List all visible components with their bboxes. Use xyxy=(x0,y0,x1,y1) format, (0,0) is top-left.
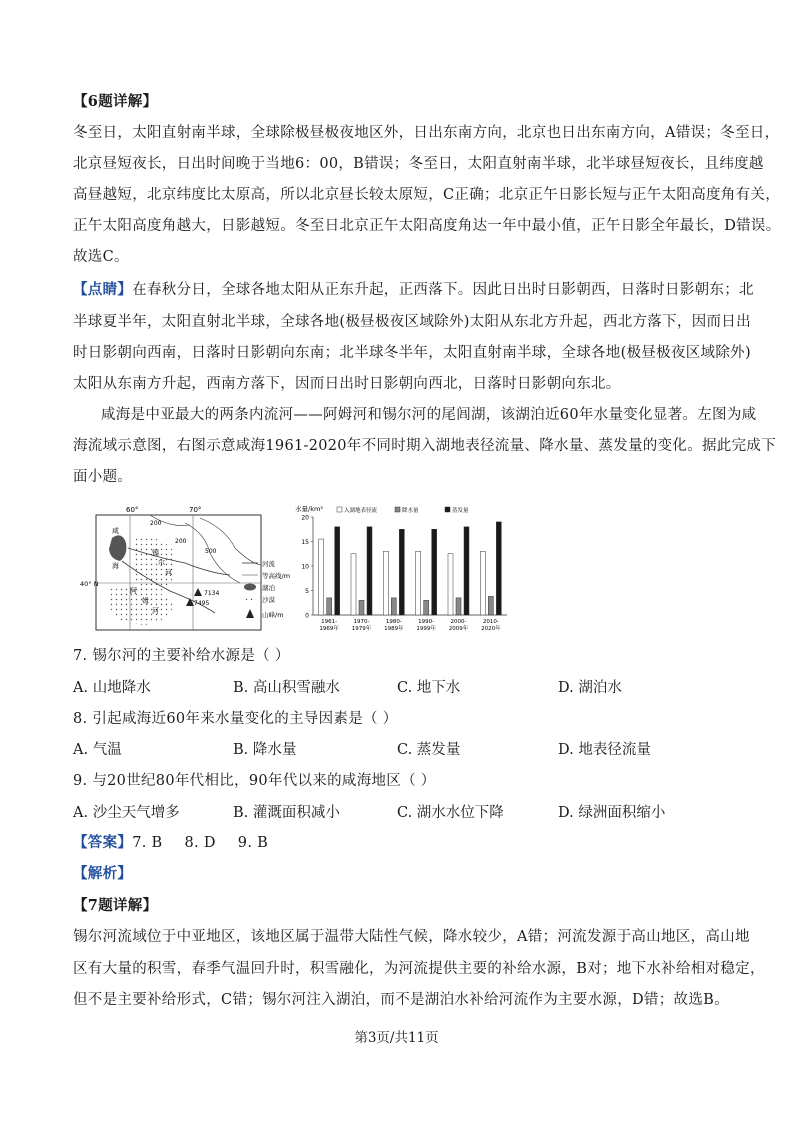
desert-area xyxy=(108,587,172,625)
peak-icon xyxy=(194,588,202,596)
question-9-option-a[interactable]: A. 沙尘天气增多 xyxy=(73,805,180,821)
bar xyxy=(359,600,364,615)
contour-line xyxy=(200,518,261,565)
lon-label: 60° xyxy=(126,506,139,514)
chart-legend xyxy=(337,506,469,514)
legend-label: 入湖地表径流 xyxy=(344,508,378,514)
lon-label: 70° xyxy=(189,506,202,514)
map-region-text: 尔 xyxy=(158,559,165,567)
bar xyxy=(335,527,340,615)
question-9-option-d[interactable]: D. 绿洲面积缩小 xyxy=(558,805,666,821)
q6-line-1: 冬至日，太阳直射南半球，全球除极昼极夜地区外，日出东南方向，北京也日出东南方向，A错误；冬至日， xyxy=(73,125,780,141)
y-tick-label: 0 xyxy=(305,612,309,620)
legend-swatch xyxy=(337,507,342,512)
lake-shape xyxy=(109,535,126,561)
bar xyxy=(391,598,396,615)
peak-label: 7495 xyxy=(194,600,210,607)
x-tick-label: 2020年 xyxy=(481,626,501,632)
question-7-option-c[interactable]: C. 地下水 xyxy=(397,680,461,696)
answer-item: 9. B xyxy=(237,835,269,851)
bar xyxy=(327,598,332,615)
question-9-option-c[interactable]: C. 湖水水位下降 xyxy=(397,805,504,821)
question-9-option-b[interactable]: B. 灌溉面积减小 xyxy=(233,805,340,821)
question-8-stem: 8. 引起咸海近60年来水量变化的主导因素是（ ） xyxy=(73,711,398,727)
point-paragraph-first xyxy=(73,281,754,299)
q7-line-3: 但不是主要补给形式，C错；锡尔河注入湖泊，而不是湖泊水补给河流作为主要水源，D错；故选B。 xyxy=(73,992,729,1008)
q7-line-2: 区有大量的积雪，春季气温回升时，积雪融化，为河流提供主要的补给水源，B对；地下水补给相对稳定， xyxy=(73,961,765,977)
bar xyxy=(399,529,404,615)
legend-label: 降水量 xyxy=(402,508,419,514)
bar xyxy=(456,598,461,615)
legend-lake-symbol xyxy=(244,584,256,591)
map-region-text: 锡 xyxy=(152,549,159,557)
contour-label: 200 xyxy=(150,520,162,527)
legend-swatch xyxy=(445,507,450,512)
map-region-text: 河 xyxy=(165,569,172,577)
bar xyxy=(448,554,453,615)
bar xyxy=(464,527,469,615)
contour-label: 500 xyxy=(205,548,217,555)
chart-x-labels xyxy=(319,619,501,632)
x-tick-label: 1989年 xyxy=(384,626,404,632)
water-volume-bar-chart xyxy=(295,503,515,637)
legend-contour-label: 等高线/m xyxy=(262,572,291,580)
y-tick-label: 15 xyxy=(301,539,309,546)
question-8-option-c[interactable]: C. 蒸发量 xyxy=(397,742,461,758)
bar xyxy=(367,527,372,615)
map-region-text: 阿 xyxy=(130,587,137,595)
map-region-text: 咸 xyxy=(112,527,119,535)
chart-bars xyxy=(319,522,502,615)
desert-area xyxy=(132,537,176,594)
x-tick-label: 1999年 xyxy=(416,626,436,632)
bar xyxy=(416,551,421,615)
bar xyxy=(488,596,493,615)
answer-item: 7. B xyxy=(132,835,163,851)
q7-header: 【7题详解】 xyxy=(73,897,158,914)
question-8-option-d[interactable]: D. 地表径流量 xyxy=(558,742,651,758)
y-tick-label: 20 xyxy=(301,514,309,522)
peak-label: 7134 xyxy=(204,590,220,597)
bar xyxy=(424,600,429,615)
x-tick-label: 1990- xyxy=(418,619,435,625)
bar xyxy=(432,529,437,615)
legend-desert-symbol xyxy=(244,596,256,603)
x-tick-label: 2009年 xyxy=(448,626,469,632)
map-region-text: 河 xyxy=(152,607,159,615)
chart-ylabel: 水量/km³ xyxy=(295,505,323,513)
page-footer: 第3页/共11页 xyxy=(354,1030,439,1046)
bar xyxy=(496,522,501,615)
answer-item: 8. D xyxy=(184,835,216,851)
question-9-stem: 9. 与20世纪80年代相比，90年代以来的咸海地区（ ） xyxy=(73,773,436,789)
point-line-1: 在春秋分日，全球各地太阳从正东升起，正西落下。因此日出时日影朝西，日落时日影朝东；北 xyxy=(132,282,754,298)
question-7-option-a[interactable]: A. 山地降水 xyxy=(73,680,151,696)
figure xyxy=(80,503,710,637)
x-tick-label: 1979年 xyxy=(351,626,372,632)
question-7-stem: 7. 锡尔河的主要补给水源是（ ） xyxy=(73,648,290,664)
x-tick-label: 1969年 xyxy=(319,626,339,632)
point-label: 【点睛】 xyxy=(73,281,133,298)
x-tick-label: 1980- xyxy=(385,619,402,625)
question-8-option-b[interactable]: B. 降水量 xyxy=(233,742,297,758)
point-line-4: 太阳从东南方升起，西南方落下，因而日出时日影朝向西北，日落时日影朝向东北。 xyxy=(73,376,621,392)
legend-peak-label: 山峰/m xyxy=(262,611,284,619)
answer-label: 【答案】 xyxy=(73,834,133,851)
q7-line-1: 锡尔河流域位于中亚地区，该地区属于温带大陆性气候，降水较少，A错；河流发源于高山地区，高山地 xyxy=(73,929,750,945)
point-line-3: 时日影朝向西南，日落时日影朝向东南；北半球冬半年，太阳直射南半球，全球各地(极昼极夜区域除外) xyxy=(73,345,751,361)
legend-desert-label: 沙漠 xyxy=(262,596,275,604)
x-tick-label: 2010- xyxy=(482,619,499,625)
legend-river-label: 河流 xyxy=(262,560,275,568)
intro-line-1: 咸海是中亚最大的两条内流河——阿姆河和锡尔河的尾闾湖，该湖泊近60年水量变化显著。左图为咸 xyxy=(101,407,757,423)
q6-line-4: 正午太阳高度角越大，日影越短。冬至日北京正午太阳高度角达一年中最小值，正午日影全年最长，D错误。 xyxy=(73,218,781,234)
legend-lake-label: 湖泊 xyxy=(262,584,275,592)
legend-swatch xyxy=(395,507,400,512)
bar xyxy=(319,539,324,615)
q6-header: 【6题详解】 xyxy=(73,93,158,110)
bar xyxy=(383,551,388,615)
q6-line-3: 高昼越短，北京纬度比太原高，所以北京昼长较太原短，C正确；北京正午日影长短与正午太阳高度角有关， xyxy=(73,187,780,203)
legend-label: 蒸发量 xyxy=(452,508,469,514)
x-tick-label: 2000- xyxy=(450,619,467,625)
bar xyxy=(351,554,356,615)
answer-line xyxy=(73,834,268,852)
x-tick-label: 1961- xyxy=(321,619,338,625)
legend-peak-symbol xyxy=(246,609,254,618)
contour-label: 200 xyxy=(175,538,187,545)
analysis-label: 【解析】 xyxy=(73,865,133,882)
y-tick-label: 10 xyxy=(301,563,309,571)
q6-line-2: 北京昼短夜长，日出时间晚于当地6：00，B错误；冬至日，太阳直射南半球，北半球昼短夜长，且纬度越 xyxy=(73,156,764,172)
question-7-option-b[interactable]: B. 高山积雪融水 xyxy=(233,680,340,696)
map-region-text: 姆 xyxy=(142,597,149,605)
intro-line-3: 面小题。 xyxy=(73,469,133,485)
lat-label: 40° N xyxy=(80,580,99,588)
question-7-option-d[interactable]: D. 湖泊水 xyxy=(558,680,622,696)
point-line-2: 半球夏半年，太阳直射北半球，全球各地(极昼极夜区域除外)太阳从东北方升起，西北方落下，因而日出 xyxy=(73,314,751,330)
y-tick-label: 5 xyxy=(305,588,309,595)
q6-line-5: 故选C。 xyxy=(73,249,129,265)
intro-line-2: 海流域示意图，右图示意咸海1961-2020年不同时期入湖地表径流量、降水量、蒸发量的变化。据此完成下 xyxy=(73,438,776,454)
map-region-text: 海 xyxy=(112,562,119,570)
question-8-option-a[interactable]: A. 气温 xyxy=(73,742,122,758)
x-tick-label: 1970- xyxy=(353,619,370,625)
bar xyxy=(480,551,485,615)
